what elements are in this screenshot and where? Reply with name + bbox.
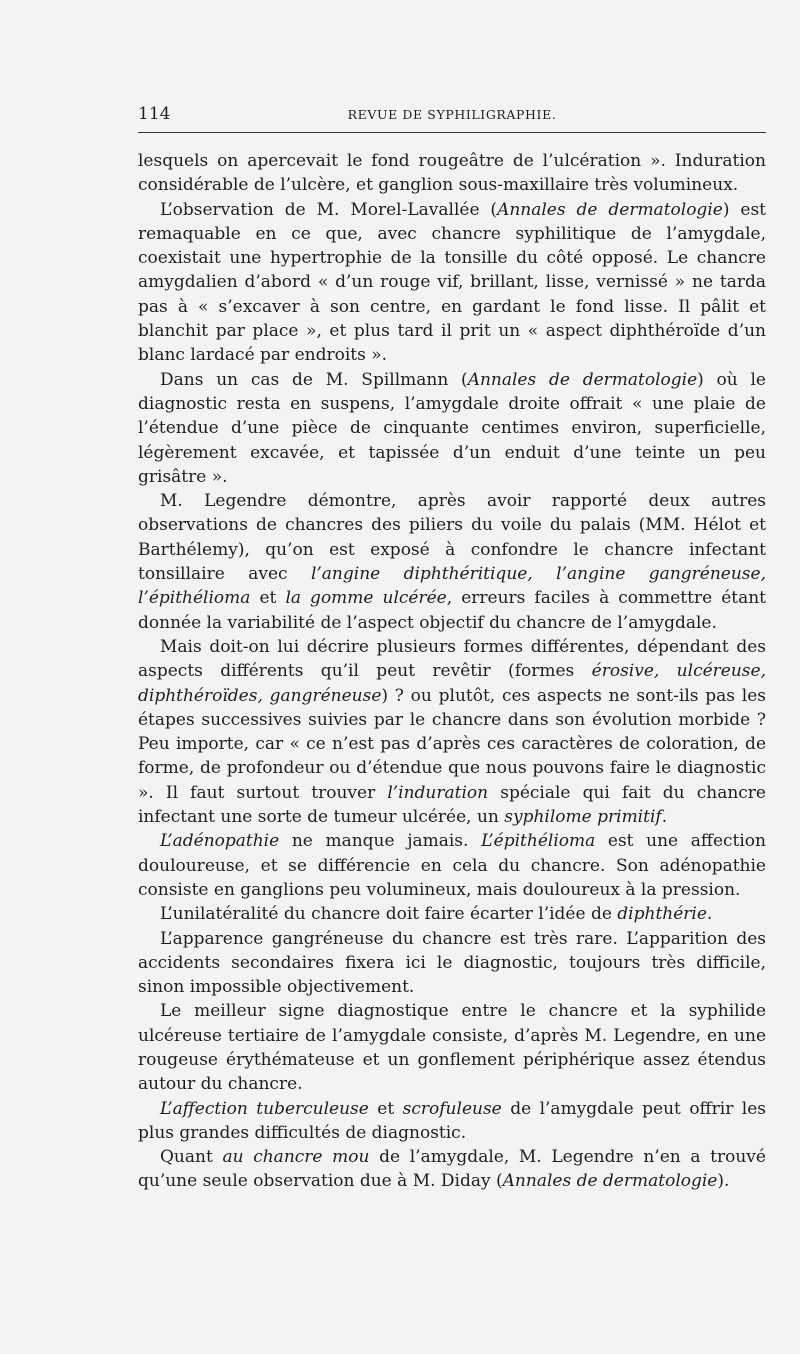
text-run: lesquels on apercevait le fond rougeâtre de l’ulcération ». Induration considérable de l’ulcère, et ganglion sous-maxillaire très volumineux. (138, 151, 766, 196)
italic-text: L’affection tuberculeuse (160, 1098, 369, 1119)
italic-text: Annales de dermatologie (502, 1171, 718, 1192)
page-number: 114 (138, 104, 171, 124)
text-run: , erreurs faciles à commettre étant donnée la variabilité de l’aspect objectif du chancre de l’amygdale. (138, 588, 767, 633)
text-run: et (250, 588, 286, 609)
paragraph (138, 635, 766, 829)
text-run: ne manque jamais. (279, 831, 482, 852)
italic-text: L’épithélioma (481, 831, 596, 852)
paragraph (138, 489, 766, 635)
italic-text: Annales de dermatologie (467, 369, 698, 390)
italic-text: Annales de dermatologie (497, 199, 723, 220)
italic-text: l’angine diphthéritique, l’angine gangréneuse, l’épithélioma (138, 564, 766, 609)
text-run: spéciale qui fait du chancre infectant une sorte de tumeur ulcérée, un (138, 782, 766, 828)
text-run: est une affection douloureuse, et se différencie en cela du chancre. Son adénopathie consiste en ganglions peu volumineux, mais douloureux à la pression. (138, 831, 766, 900)
text-run: L’observation de M. Morel-Lavallée ( (160, 199, 498, 220)
italic-text: L’adénopathie (160, 831, 280, 852)
italic-text: au chancre mou (222, 1147, 370, 1168)
italic-text: l’induration (387, 782, 489, 803)
text-run: Le meilleur signe diagnostique entre le chancre et la syphilide ulcéreuse tertiaire de l’amygdale consiste, d’après M. Legendre, en une rougeuse érythémateuse et un gonflement périphérique assez étendus autour du chancre. (138, 1001, 766, 1095)
text-run: de l’amygdale, M. Legendre n’en a trouvé qu’une seule observation due à M. Diday ( (138, 1147, 766, 1192)
text-run: Dans un cas de M. Spillmann ( (160, 369, 468, 390)
italic-text: diphthérie (617, 904, 707, 925)
page-header (138, 104, 766, 128)
body-text (138, 149, 766, 1194)
text-run: Mais doit-on lui décrire plusieurs formes différentes, dépendant des aspects différents qu’il peut revêtir (formes (138, 636, 766, 682)
paragraph (138, 1097, 766, 1146)
paragraph (138, 999, 766, 1096)
paragraph (138, 1145, 766, 1194)
header-rule (138, 132, 766, 133)
text-run: ) ? ou plutôt, ces aspects ne sont-ils pas les étapes successives suivies par le chancre dans son évolution morbide ? Peu importe, car « ce n’est pas d’après ces caractères de coloration, de forme, de profondeur ou d’étendue que nous pouvons faire le diagnostic ». Il faut surtout trouver (138, 685, 766, 803)
text-run: . (661, 807, 668, 828)
running-title: REVUE DE SYPHILIGRAPHIE. (347, 107, 557, 122)
italic-text: syphilome primitif (504, 807, 662, 828)
italic-text: érosive, ulcéreuse, diphthéroïdes, gangréneuse (138, 661, 766, 706)
paragraph (138, 829, 766, 902)
paragraph (138, 149, 766, 198)
text-run: ) est remaquable en ce que, avec chancre syphilitique de l’amygdale, coexistait une hypertrophie de la tonsille du côté opposé. Le chancre amygdalien d’abord « d’un rouge vif, brillant, lisse, vernissé » ne tarda pas à « s’excaver à son centre, en gardant le fond lisse. Il pâlit et blanchit par place », et plus tard il prit un « aspect diphthéroïde d’un blanc lardacé par endroits ». (138, 199, 766, 366)
text-run: de l’amygdale peut offrir les plus grandes difficultés de diagnostic. (138, 1098, 766, 1143)
text-run: L’unilatéralité du chancre doit faire écarter l’idée de (160, 904, 618, 925)
italic-text: la gomme ulcérée (285, 588, 447, 609)
text-run: L’apparence gangréneuse du chancre est très rare. L’apparition des accidents secondaires fixera ici le diagnostic, toujours très difficile, sinon impossible objectivement. (138, 928, 766, 998)
text-run: et (368, 1098, 403, 1119)
text-run: M. Legendre démontre, après avoir rapporté deux autres observations de chancres des piliers du voile du palais (MM. Hélot et Barthélemy), qu’on est exposé à confondre le chancre infectant tonsillaire avec (138, 491, 766, 585)
italic-text: scrofuleuse (402, 1098, 502, 1119)
text-run: . (706, 904, 713, 925)
paragraph (138, 368, 766, 489)
text-run: ) où le diagnostic resta en suspens, l’amygdale droite offrait « une plaie de l’étendue d’une pièce de cinquante centimes environ, superficielle, légèrement excavée, et tapissée d’un enduit d’une teinte un peu grisâtre ». (138, 369, 766, 487)
paragraph (138, 927, 766, 1000)
paragraph (138, 902, 766, 926)
text-run: Quant (160, 1147, 223, 1168)
text-run: ). (717, 1171, 730, 1192)
paragraph (138, 198, 766, 368)
